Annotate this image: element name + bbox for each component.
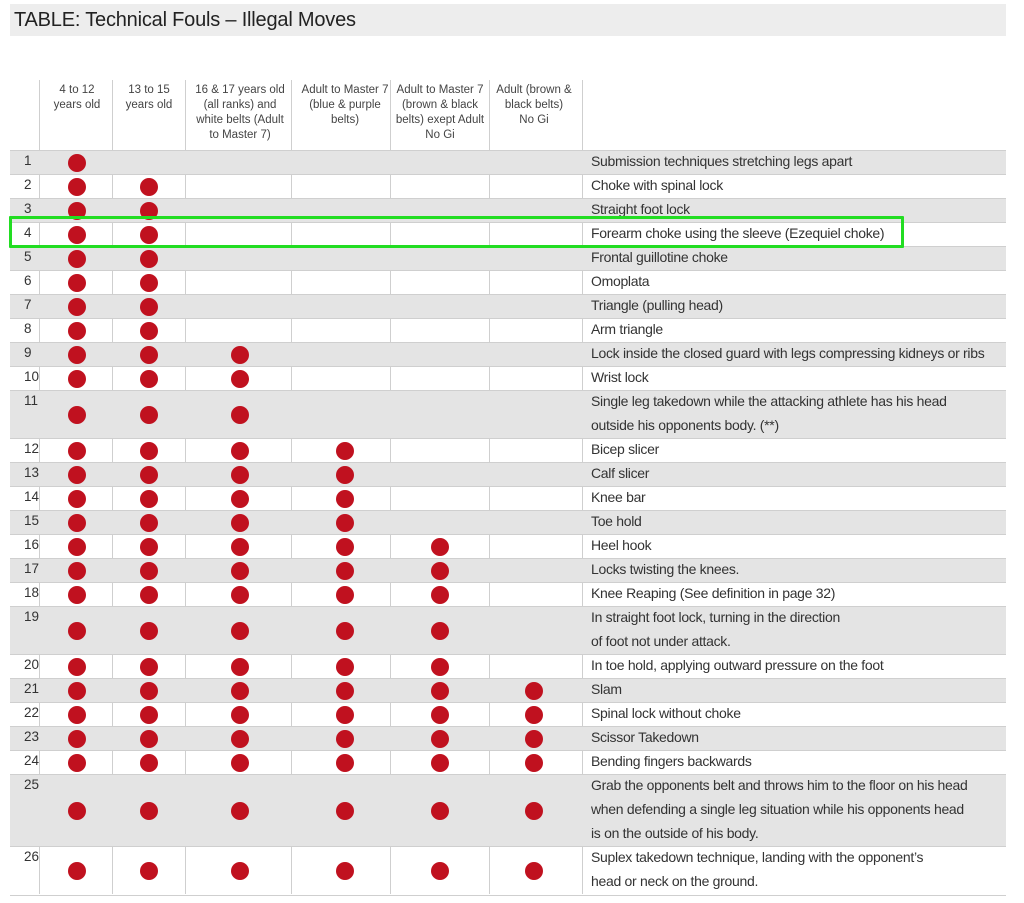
illegal-mark-dot [140,514,158,532]
illegal-mark-dot [68,154,86,172]
illegal-mark-dot [525,730,543,748]
illegal-mark-dot [140,658,158,676]
row-description [591,557,1001,581]
row-number: 2 [24,177,32,192]
illegal-mark-dot [336,658,354,676]
illegal-mark-dot [68,178,86,196]
illegal-mark-dot [140,274,158,292]
row-number: 15 [24,513,40,528]
row-description-line: Lock inside the closed guard with legs compressing kidneys or ribs [591,345,985,361]
illegal-mark-dot [231,514,249,532]
illegal-mark-dot [336,754,354,772]
row-number: 21 [24,681,40,696]
column-header-line: Adult to Master 7 [396,84,484,96]
illegal-mark-dot [68,682,86,700]
row-description-line: Heel hook [591,537,652,553]
illegal-mark-dot [140,370,158,388]
illegal-mark-dot [336,706,354,724]
row-number: 26 [24,849,40,864]
column-header-line: No Gi [519,114,549,126]
illegal-mark-dot [68,514,86,532]
illegal-mark-dot [231,706,249,724]
illegal-mark-dot [431,862,449,880]
illegal-mark-dot [231,538,249,556]
illegal-mark-dot [336,586,354,604]
illegal-mark-dot [140,406,158,424]
illegal-mark-dot [140,538,158,556]
row-description-line: Arm triangle [591,321,663,337]
illegal-mark-dot [231,622,249,640]
row-description-line: Calf slicer [591,465,650,481]
row-number: 20 [24,657,40,672]
illegal-mark-dot [140,298,158,316]
row-description [591,725,1001,749]
row-description [591,581,1001,605]
illegal-mark-dot [336,730,354,748]
illegal-mark-dot [231,862,249,880]
illegal-mark-dot [231,442,249,460]
illegal-mark-dot [336,442,354,460]
column-header-line: belts) [330,114,360,126]
row-description-line: Frontal guillotine choke [591,249,728,265]
illegal-mark-dot [431,754,449,772]
illegal-mark-dot [431,586,449,604]
row-description [591,653,1001,677]
row-description-line: Wrist lock [591,369,649,385]
row-number: 6 [24,273,32,288]
illegal-mark-dot [140,466,158,484]
row-description [591,509,1001,533]
column-header-line: to Master 7) [209,129,271,141]
column-header-line: No Gi [425,129,455,141]
illegal-mark-dot [68,250,86,268]
column-header-line: 16 & 17 years old [195,84,285,96]
row-description [591,269,1001,293]
illegal-mark-dot [336,802,354,820]
illegal-mark-dot [525,682,543,700]
column-header-line: white belts (Adult [196,114,284,126]
row-description [591,605,1001,653]
row-description-line: In toe hold, applying outward pressure on the foot [591,657,884,673]
illegal-mark-dot [336,862,354,880]
highlight-box [9,216,904,248]
illegal-mark-dot [231,370,249,388]
row-description [591,389,1001,437]
column-header-line: 13 to 15 [128,84,170,96]
illegal-mark-dot [231,802,249,820]
row-description [591,149,1001,173]
column-header [488,83,580,128]
row-description-line: Choke with spinal lock [591,177,723,193]
illegal-mark-dot [231,682,249,700]
row-description-line: In straight foot lock, turning in the direction [591,609,840,625]
row-description [591,677,1001,701]
row-number: 14 [24,489,40,504]
row-description-line: Knee Reaping (See definition in page 32) [591,585,836,601]
column-header-line: Adult to Master 7 [301,84,389,96]
illegal-mark-dot [68,322,86,340]
column-header [114,83,184,113]
illegal-mark-dot [231,586,249,604]
illegal-mark-dot [68,706,86,724]
column-header [188,83,292,143]
illegal-mark-dot [68,658,86,676]
row-description-line: Omoplata [591,273,650,289]
illegal-mark-dot [68,538,86,556]
illegal-mark-dot [525,754,543,772]
illegal-mark-dot [336,682,354,700]
column-header-line: Adult (brown & [496,84,572,96]
illegal-mark-dot [140,754,158,772]
row-description [591,245,1001,269]
illegal-mark-dot [231,466,249,484]
row-number: 22 [24,705,40,720]
illegal-mark-dot [68,754,86,772]
row-description-line: is on the outside of his body. [591,825,759,841]
column-header-line: (brown & black [401,99,479,111]
illegal-mark-dot [68,730,86,748]
row-number: 24 [24,753,40,768]
row-number: 1 [24,153,32,168]
illegal-mark-dot [140,586,158,604]
illegal-mark-dot [68,274,86,292]
row-description [591,773,1001,845]
illegal-mark-dot [68,562,86,580]
illegal-mark-dot [231,346,249,364]
illegal-mark-dot [68,802,86,820]
illegal-mark-dot [68,406,86,424]
illegal-mark-dot [140,490,158,508]
row-description-line: Straight foot lock [591,201,690,217]
row-description-line: Suplex takedown technique, landing with the opponent’s [591,849,924,865]
row-description [591,701,1001,725]
illegal-mark-dot [140,622,158,640]
illegal-mark-dot [140,562,158,580]
row-description-line: Slam [591,681,622,697]
illegal-mark-dot [336,562,354,580]
illegal-mark-dot [525,802,543,820]
illegal-mark-dot [431,658,449,676]
illegal-mark-dot [336,490,354,508]
illegal-mark-dot [231,406,249,424]
row-description [591,317,1001,341]
row-number: 9 [24,345,32,360]
row-description [591,293,1001,317]
illegal-mark-dot [336,514,354,532]
row-number: 8 [24,321,32,336]
illegal-mark-dot [140,706,158,724]
row-description-line: of foot not under attack. [591,633,731,649]
illegal-mark-dot [431,562,449,580]
row-number: 11 [24,393,39,408]
illegal-mark-dot [431,538,449,556]
row-description [591,365,1001,389]
row-number: 23 [24,729,40,744]
row-description-line: Spinal lock without choke [591,705,741,721]
column-header [296,83,394,128]
row-description [591,845,1001,893]
row-number: 18 [24,585,40,600]
column-header-line: (blue & purple [309,99,381,111]
illegal-mark-dot [140,730,158,748]
illegal-mark-dot [431,730,449,748]
row-description-line: Triangle (pulling head) [591,297,723,313]
row-number: 13 [24,465,40,480]
row-description-line: Forearm choke using the sleeve (Ezequiel choke) [591,225,885,241]
illegal-mark-dot [431,622,449,640]
row-description [591,533,1001,557]
illegal-mark-dot [140,682,158,700]
column-header [391,83,489,143]
illegal-mark-dot [140,346,158,364]
illegal-mark-dot [431,802,449,820]
row-description [591,461,1001,485]
illegal-mark-dot [140,802,158,820]
illegal-mark-dot [140,178,158,196]
row-number: 16 [24,537,40,552]
column-header-line: years old [53,99,101,111]
illegal-mark-dot [336,538,354,556]
illegal-mark-dot [68,346,86,364]
row-description [591,485,1001,509]
illegal-mark-dot [140,322,158,340]
row-description-line: Scissor Takedown [591,729,699,745]
illegal-mark-dot [231,730,249,748]
column-header-line: 4 to 12 [59,84,95,96]
row-description-line: head or neck on the ground. [591,873,759,889]
row-description-line: Toe hold [591,513,642,529]
illegal-mark-dot [231,754,249,772]
illegal-mark-dot [68,442,86,460]
row-description-line: outside his opponents body. (**) [591,417,779,433]
row-number: 19 [24,609,40,624]
illegal-mark-dot [68,622,86,640]
illegal-mark-dot [68,490,86,508]
row-description [591,341,1001,365]
illegal-mark-dot [231,658,249,676]
row-number: 7 [24,297,32,312]
row-number: 10 [24,369,40,384]
row-description [591,173,1001,197]
illegal-mark-dot [431,682,449,700]
illegal-mark-dot [68,586,86,604]
row-description-line: Grab the opponents belt and throws him to the floor on his head [591,777,968,793]
illegal-mark-dot [68,862,86,880]
column-header [42,83,112,113]
row-description-line: when defending a single leg situation while his opponents head [591,801,964,817]
illegal-mark-dot [231,490,249,508]
illegal-mark-dot [68,298,86,316]
row-number: 12 [24,441,40,456]
column-header-line: black belts) [504,99,564,111]
row-number: 17 [24,561,40,576]
illegal-mark-dot [140,442,158,460]
column-header-line: belts) exept Adult [395,114,485,126]
illegal-mark-dot [68,370,86,388]
row-number: 3 [24,201,32,216]
illegal-mark-dot [336,466,354,484]
row-description-line: Bending fingers backwards [591,753,752,769]
row-description [591,749,1001,773]
row-description-line: Single leg takedown while the attacking athlete has his head [591,393,947,409]
row-description-line: Knee bar [591,489,646,505]
row-description-line: Bicep slicer [591,441,659,457]
illegal-mark-dot [231,562,249,580]
illegal-mark-dot [336,622,354,640]
illegal-mark-dot [68,466,86,484]
table-title: TABLE: Technical Fouls – Illegal Moves [14,9,356,31]
row-description [591,437,1001,461]
illegal-mark-dot [140,250,158,268]
row-description-line: Submission techniques stretching legs apart [591,153,853,169]
row-description-line: Locks twisting the knees. [591,561,740,577]
row-number: 25 [24,777,40,792]
column-header-line: (all ranks) and [203,99,277,111]
illegal-mark-dot [525,706,543,724]
row-number: 5 [24,249,32,264]
illegal-mark-dot [431,706,449,724]
row-number: 4 [24,225,32,240]
column-header-line: years old [125,99,173,111]
illegal-mark-dot [140,862,158,880]
illegal-mark-dot [525,862,543,880]
